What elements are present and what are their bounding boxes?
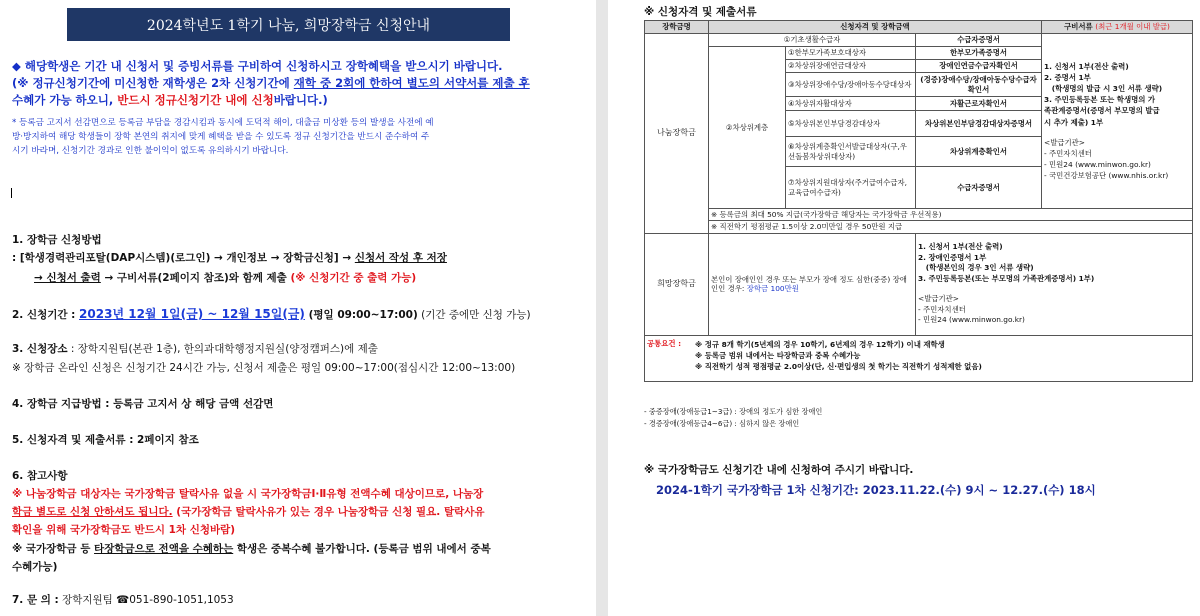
cell-r1-doc: 한부모가족증명서	[916, 47, 1042, 60]
section-3-title: 3. 신청장소	[12, 343, 68, 355]
cell-nanum: 나눔장학금	[645, 34, 709, 234]
cell-r4-doc: 자활근로자확인서	[916, 97, 1042, 111]
header-qualification: 신청자격 및 장학금액	[709, 21, 1042, 34]
header-name: 장학금명	[645, 21, 709, 34]
cell-r2: ②차상위장애연금대상자	[786, 60, 916, 73]
cell-r4: ④차상위자활대상자	[786, 97, 916, 111]
left-page	[0, 0, 596, 616]
cell-r5: ⑤차상위본인부담경감대상자	[786, 111, 916, 137]
section-2-hours: (평일 09:00~17:00)	[304, 309, 418, 321]
table-row	[645, 233, 1193, 335]
section-6-line-4-a: ※ 국가장학금 등	[12, 543, 95, 555]
table-row	[645, 209, 1193, 221]
section-2-note: (기간 중에만 신청 가능)	[417, 309, 531, 321]
national-period: 2024-1학기 국가장학금 1차 신청기간: 2023.11.22.(수) 9시 ~ 12.27.(수) 18시	[656, 483, 1096, 497]
section-3-note: ※ 장학금 온라인 신청은 신청기간 24시간 가능, 신청서 제출은 평일 09:00~17:00(점심시간 12:00~13:00)	[12, 362, 516, 374]
cell-near-poor: ②차상위계층	[709, 47, 786, 209]
intro-line-2-b: 재학 중 2회에 한하여 별도의 서약서를 제출 후	[293, 76, 530, 90]
hope-doc-item: <발급기관>	[918, 293, 959, 303]
cell-basic: ①기초생활수급자	[709, 34, 916, 47]
table-row	[645, 34, 1193, 47]
right-page	[608, 0, 1200, 616]
section-6-red-line-2-b: (국가장학금 탈락사유가 있는 경우 나눔장학금 신청 필요. 탈락사유	[172, 506, 485, 518]
section-5-title: 5. 신청자격 및 제출서류 : 2페이지 참조	[12, 434, 199, 446]
section-2-period: 2023년 12월 1일(금) ~ 12월 15일(금)	[79, 307, 305, 321]
nanum-doc-item: (학생명의 발급 시 3인 서류 생략)	[1044, 84, 1163, 94]
section-1-line-2-a: → 신청서 출력	[34, 272, 101, 284]
section-6-red-line-3: 확인을 위해 국가장학금도 반드시 1차 신청바람)	[12, 524, 236, 536]
nanum-doc-item: 1. 신청서 1부(전산 출력)	[1044, 61, 1129, 71]
notice-line-1: * 등록금 고지서 선감면으로 등록금 부담을 경감시킴과 동시에 도덕적 해이, 대출금 미상환 등의 발생을 사전에 예	[12, 118, 434, 128]
text-cursor	[11, 188, 12, 198]
cell-hope-docs	[916, 233, 1193, 335]
section-6-line-4-b: 타장학금으로 전액을 수혜하는	[94, 543, 234, 555]
section-3	[12, 341, 378, 356]
nanum-docs-list	[1044, 61, 1190, 181]
cell-r2-doc: 장애인연금수급자확인서	[916, 60, 1042, 73]
cell-nanum-docs	[1042, 34, 1193, 209]
section-7	[12, 592, 234, 607]
section-2	[12, 305, 531, 322]
section-1-line-2-c: (※ 신청기간 중 출력 가능)	[290, 272, 417, 284]
section-6-red-line-2-a: 학금 별도로 신청 안하셔도 됩니다.	[12, 506, 173, 518]
hope-docs-list	[918, 242, 1190, 326]
right-heading: ※ 신청자격 및 제출서류	[644, 6, 757, 18]
section-6-red-line-1: ※ 나눔장학금 대상자는 국가장학금 탈락사유 없을 시 국가장학금Ⅰ·Ⅱ유형 전액수혜 대상이므로, 나눔장	[12, 488, 484, 500]
cell-r6: ⑥차상위계층확인서발급대상자(구,우선돌봄차상위대상자)	[786, 137, 916, 167]
section-6-title: 6. 참고사항	[12, 470, 68, 482]
intro-line-3-a: 수혜가 가능 하오니,	[12, 93, 118, 107]
cell-common	[645, 335, 1193, 381]
intro-line-1: ◆ 해당학생은 기간 내 신청서 및 증빙서류를 구비하여 신청하시고 장학혜택을 받으시기 바랍니다.	[12, 59, 503, 73]
hope-doc-item	[918, 285, 1190, 294]
nanum-doc-item: 3. 주민등록등본 또는 학생명의 가	[1044, 95, 1156, 105]
section-3-text: : 장학지원팀(본관 1층), 한의과대학행정지원실(양정캠퍼스)에 제출	[67, 343, 378, 355]
cell-r3: ③차상위장애수당/장애아동수당대상자	[786, 73, 916, 97]
nanum-doc-item: 2. 증명서 1부	[1044, 73, 1091, 83]
common-requirement-item: ※ 등록금 범위 내에서는 타장학금과 중복 수혜가능	[695, 350, 861, 360]
section-6-line-4	[12, 541, 491, 556]
table-row	[645, 221, 1193, 233]
header-documents	[1042, 21, 1193, 34]
table-header-row	[645, 21, 1193, 34]
nanum-doc-item: <발급기관>	[1044, 137, 1085, 147]
section-7-text: 장학지원팀 ☎051-890-1051,1053	[58, 594, 234, 606]
section-1-line-1-a: : [학생경력관리포탈(DAP시스템)(로그인) → 개인정보 → 장학금신청] →	[12, 252, 355, 264]
section-6-line-4-c: 학생은 중복수혜 불가합니다. (등록금 범위 내에서 중복	[233, 543, 491, 555]
intro-line-3-c: 바랍니다.)	[273, 93, 328, 107]
nanum-doc-item: 시 추가 제출) 1부	[1044, 117, 1104, 127]
section-1-line-2-b: → 구비서류(2페이지 참조)와 함께 제출	[100, 272, 291, 284]
common-list	[695, 339, 982, 373]
hope-doc-item: - 민원24 (www.minwon.go.kr)	[918, 315, 1025, 325]
section-4-title: 4. 장학금 지급방법 : 등록금 고지서 상 해당 금액 선감면	[12, 398, 274, 410]
cell-r3-doc: (경증)장애수당/장애아동수당수급자확인서	[916, 73, 1042, 97]
section-1-line-1	[12, 250, 447, 265]
section-7-title: 7. 문 의 :	[12, 594, 59, 606]
hope-doc-item: (학생본인의 경우 3인 서류 생략)	[918, 263, 1034, 273]
nanum-doc-item: - 주민자치센터	[1044, 148, 1092, 158]
cell-hope-qual	[709, 233, 916, 335]
header-documents-label: 구비서류	[1064, 22, 1093, 32]
cell-nanum-note-2: ※ 직전학기 평점평균 1.5이상 2.0미만일 경우 50만원 지급	[709, 221, 1193, 233]
footnote-2: - 경증장애(장애등급4~6급) : 심하지 않은 장애인	[644, 419, 800, 428]
cell-r6-doc: 차상위계층확인서	[916, 137, 1042, 167]
header-documents-note: (최근 1개월 이내 발급)	[1095, 22, 1170, 32]
page-title: 2024학년도 1학기 나눔, 희망장학금 신청안내	[67, 8, 510, 41]
section-6-red-line-2	[12, 504, 485, 519]
intro-line-2	[12, 75, 530, 91]
hope-doc-item: 2. 장애인증명서 1부	[918, 252, 987, 262]
common-requirement-item: ※ 정규 8개 학기(5년제의 경우 10학기, 6년제의 경우 12학기) 이내 재학생	[695, 339, 945, 349]
section-1-title: 1. 장학금 신청방법	[12, 234, 102, 246]
footnote-1: - 중증장애(장애등급1~3급) : 장애의 정도가 심한 장애인	[644, 407, 823, 416]
section-1-line-2	[34, 270, 416, 285]
notice-line-2: 방·방지하여 해당 학생들이 장학 본연의 취지에 맞게 혜택을 받을 수 있도록 정규 신청기간을 반드시 준수하여 주	[12, 132, 430, 142]
table-row	[645, 335, 1193, 381]
common-requirement-item: ※ 직전학기 성적 평점평균 2.0이상(단, 신·편입생의 첫 학기는 직전학기 성적제한 없음)	[695, 362, 982, 372]
cell-hope: 희망장학금	[645, 233, 709, 335]
common-label: 공통요건 :	[647, 338, 682, 348]
national-note: ※ 국가장학금도 신청기간 내에 신청하여 주시기 바랍니다.	[644, 464, 914, 476]
cell-r7: ⑦차상위지원대상자(주거급여수급자,교육급여수급자)	[786, 167, 916, 209]
cell-r7-doc: 수급자증명서	[916, 167, 1042, 209]
section-2-label: 2. 신청기간 :	[12, 309, 80, 321]
cell-r5-doc: 차상위본인부담경감대상자증명서	[916, 111, 1042, 137]
hope-doc-item: 3. 주민등록등본(또는 부모명의 가족관계증명서) 1부)	[918, 274, 1095, 284]
cell-nanum-note-1: ※ 등록금의 최대 50% 지급(국가장학금 해당자는 국가장학금 우선적용)	[709, 209, 1193, 221]
cell-r1: ①한부모가족보호대상자	[786, 47, 916, 60]
requirements-table	[644, 20, 1193, 382]
notice-line-3: 시기 바라며, 신청기간 경과로 인한 불이익이 없도록 유의하시기 바랍니다.	[12, 146, 289, 156]
common-block	[647, 339, 1190, 373]
intro-line-3	[12, 92, 328, 108]
nanum-doc-item: - 민원24 (www.minwon.go.kr)	[1044, 159, 1151, 169]
nanum-doc-item: - 국민건강보험공단 (www.nhis.or.kr)	[1044, 170, 1169, 180]
section-1-line-1-b: 신청서 작성 후 저장	[354, 252, 447, 264]
hope-doc-item: - 주민자치센터	[918, 304, 966, 314]
intro-line-3-b: 반드시 정규신청기간 내에 신청	[117, 93, 274, 107]
section-6-line-5: 수혜가능)	[12, 561, 58, 573]
nanum-doc-item: 족관계증명서(증명서 부모명의 발급	[1044, 106, 1160, 116]
intro-line-2-a: (※ 정규신청기간에 미신청한 재학생은 2차 신청기간에	[12, 76, 294, 90]
cell-hope-amount: 장학금 100만원	[746, 284, 799, 293]
cell-hope-qual-text: 본인이 장애인인 경우 또는 부모가 장애 정도 심한(중증) 장애인인 경우:	[711, 274, 907, 293]
cell-basic-doc: 수급자증명서	[916, 34, 1042, 47]
hope-doc-item: 1. 신청서 1부(전산 출력)	[918, 241, 1003, 251]
nanum-doc-item	[1044, 128, 1190, 137]
